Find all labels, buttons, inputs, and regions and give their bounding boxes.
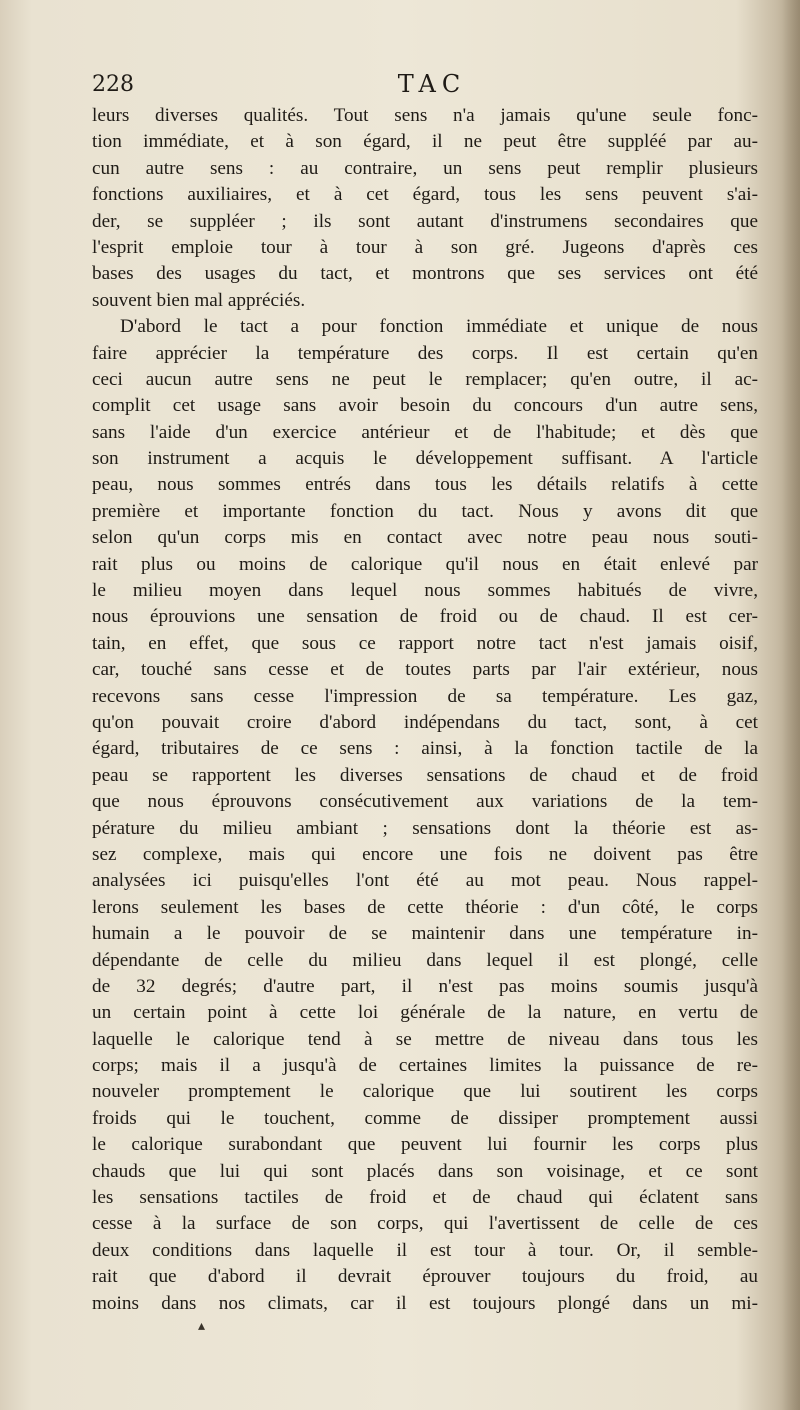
text-line: tain, en effet, que sous ce rapport notre tact n'est jamais oisif,: [92, 632, 758, 654]
text-line: froids qui le touchent, comme de dissiper promptement aussi: [92, 1107, 758, 1129]
page-edge-shadow: [782, 0, 800, 1410]
text-line: que nous éprouvons consécutivement aux variations de la tem-: [92, 791, 758, 813]
text-line: cesse à la surface de son corps, qui l'avertissent de celle de ces: [92, 1213, 758, 1235]
text-line: peau se rapportent les diverses sensations de chaud et de froid: [92, 764, 758, 786]
text-line: les sensations tactiles de froid et de chaud qui éclatent sans: [92, 1187, 758, 1209]
text-line: fonctions auxiliaires, et à cet égard, tous les sens peuvent s'ai-: [92, 184, 758, 206]
text-line: qu'on pouvait croire d'abord indépendans du tact, sont, à cet: [92, 711, 758, 733]
text-line: chauds que lui qui sont placés dans son voisinage, et ce sont: [92, 1160, 758, 1182]
paragraph-start-line: D'abord le tact a pour fonction immédiate et unique de nous: [120, 316, 758, 338]
text-line: der, se suppléer ; ils sont autant d'instrumens secondaires que: [92, 210, 758, 232]
text-line: deux conditions dans laquelle il est tour à tour. Or, il semble-: [92, 1239, 758, 1261]
text-line: faire apprécier la température des corps. Il est certain qu'en: [92, 342, 758, 364]
text-line: nous éprouvions une sensation de froid ou de chaud. Il est cer-: [92, 606, 758, 628]
text-line: car, touché sans cesse et de toutes parts par l'air extérieur, nous: [92, 659, 758, 681]
text-line: sez complexe, mais qui encore une fois ne doivent pas être: [92, 843, 758, 865]
text-line: complit cet usage sans avoir besoin du concours d'un autre sens,: [92, 395, 758, 417]
text-line: de 32 degrés; d'autre part, il n'est pas moins soumis jusqu'à: [92, 975, 758, 997]
text-line: pérature du milieu ambiant ; sensations dont la théorie est as-: [92, 817, 758, 839]
text-line: ceci aucun autre sens ne peut le remplacer; qu'en outre, il ac-: [92, 368, 758, 390]
text-line: son instrument a acquis le développement suffisant. A l'article: [92, 448, 758, 470]
text-line: première et importante fonction du tact. Nous y avons dit que: [92, 500, 758, 522]
text-line: humain a le pouvoir de se maintenir dans une température in-: [92, 923, 758, 945]
text-line: souvent bien mal appréciés.: [92, 289, 306, 311]
text-line: un certain point à cette loi générale de la nature, en vertu de: [92, 1002, 758, 1024]
text-line: leurs diverses qualités. Tout sens n'a jamais qu'une seule fonc-: [92, 105, 758, 126]
text-line: moins dans nos climats, car il est toujours plongé dans un mi-: [92, 1292, 758, 1314]
text-line: nouveler promptement le calorique que lui soutirent les corps: [92, 1081, 758, 1103]
text-line: rait plus ou moins de calorique qu'il nous en était enlevé par: [92, 553, 758, 575]
body-text: [92, 103, 758, 1317]
text-line: l'esprit emploie tour à tour à son gré. Jugeons d'après ces: [92, 236, 758, 258]
text-line: tion immédiate, et à son égard, il ne peut être suppléé par au-: [92, 131, 758, 153]
text-line: dépendante de celle du milieu dans lequel il est plongé, celle: [92, 949, 758, 971]
text-line: le milieu moyen dans lequel nous sommes habitués de vivre,: [92, 580, 758, 602]
text-line: analysées ici puisqu'elles l'ont été au mot peau. Nous rappel-: [92, 870, 758, 892]
text-line: le calorique surabondant que peuvent lui fournir les corps plus: [92, 1134, 758, 1156]
text-line: bases des usages du tact, et montrons que ses services ont été: [92, 263, 758, 285]
text-line: peau, nous sommes entrés dans tous les détails relatifs à cette: [92, 474, 758, 496]
text-line: cun autre sens : au contraire, un sens peut remplir plusieurs: [92, 157, 758, 179]
ink-speck-mark: ▴: [198, 1318, 206, 1334]
text-line: corps; mais il a jusqu'à de certaines limites la puissance de re-: [92, 1055, 758, 1077]
text-line: recevons sans cesse l'impression de sa température. Les gaz,: [92, 685, 758, 707]
text-line: égard, tributaires de ce sens : ainsi, à la fonction tactile de la: [92, 738, 758, 760]
text-line: lerons seulement les bases de cette théorie : d'un côté, le corps: [92, 896, 758, 918]
page-header: [92, 70, 756, 104]
text-line: laquelle le calorique tend à se mettre de niveau dans tous les: [92, 1028, 758, 1050]
text-line: sans l'aide d'un exercice antérieur et de l'habitude; et dès que: [92, 421, 758, 443]
running-head: TAC: [397, 70, 467, 98]
page-number: 228: [92, 72, 134, 97]
text-line: selon qu'un corps mis en contact avec notre peau nous souti-: [92, 527, 758, 549]
text-line: rait que d'abord il devrait éprouver toujours du froid, au: [92, 1266, 758, 1288]
